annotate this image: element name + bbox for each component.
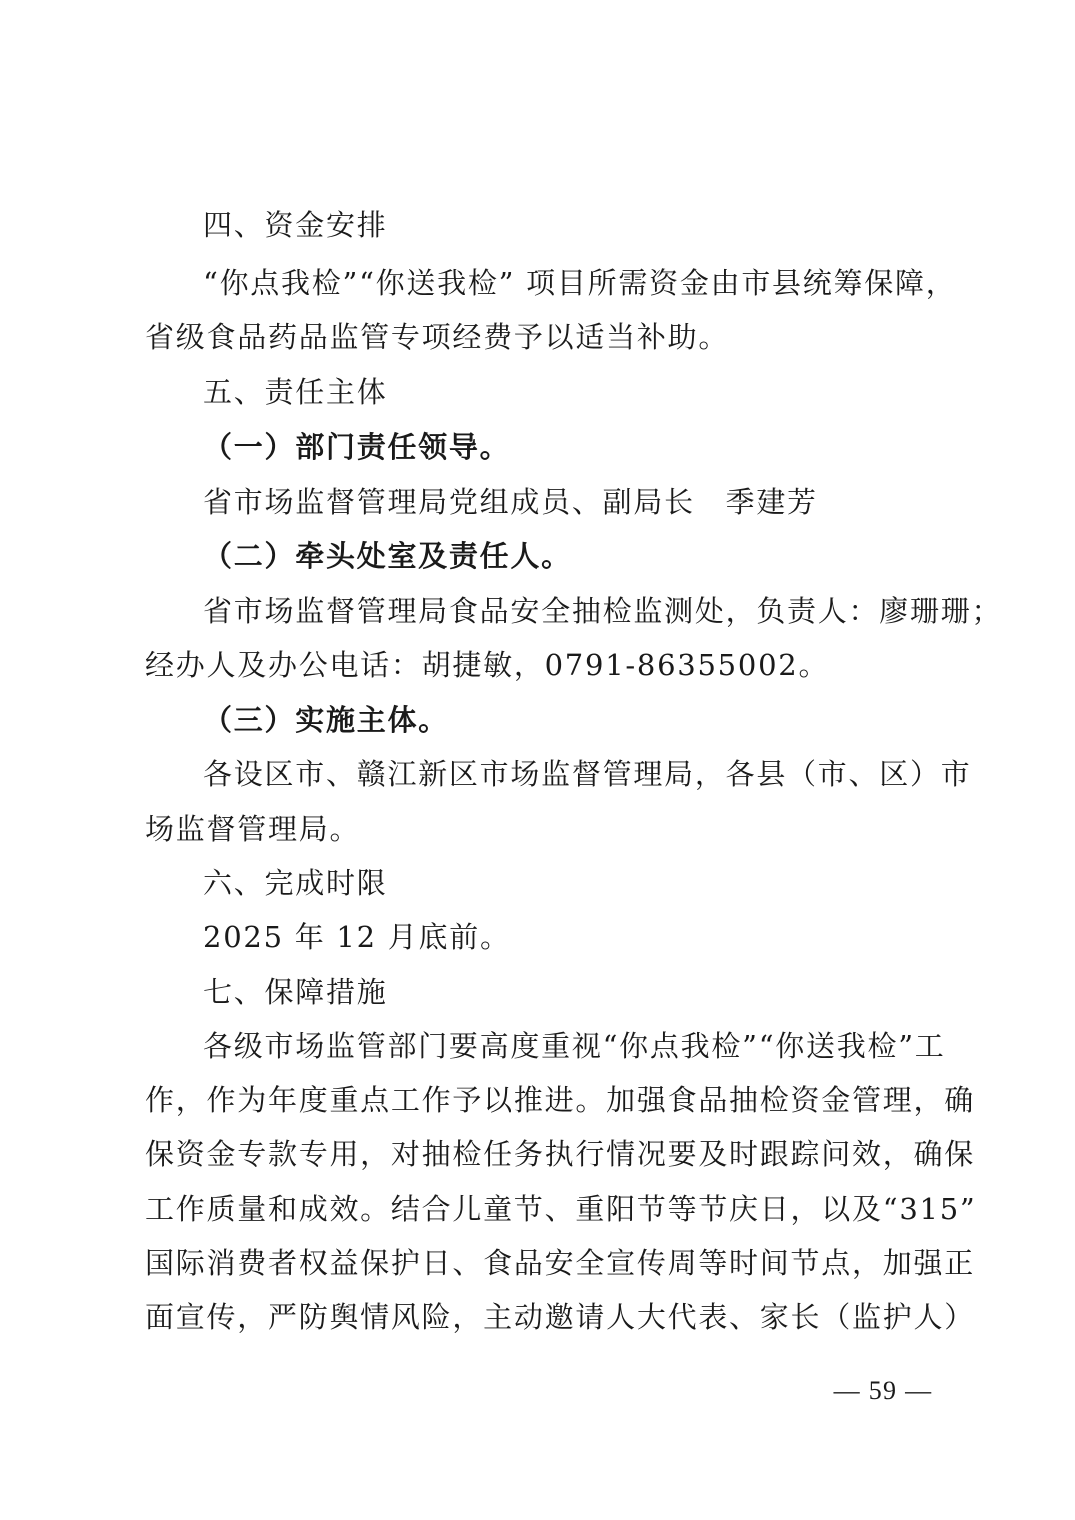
safeguards-text-line-4: 工作质量和成效。结合儿童节、重阳节等节庆日，以及“315” xyxy=(145,1192,977,1226)
safeguards-text-line-6: 面宣传，严防舆情风险，主动邀请人大代表、家长（监护人） xyxy=(145,1300,975,1334)
subheading-department-leader: （一）部门责任领导。 xyxy=(203,430,511,464)
page-number: — 59 — xyxy=(833,1376,933,1405)
deadline-text: 2025 年 12 月底前。 xyxy=(203,920,511,954)
funding-text-line-2: 省级食品药品监管专项经费予以适当补助。 xyxy=(145,320,730,354)
department-leader-text: 省市场监督管理局党组成员、副局长 季建芳 xyxy=(203,485,818,519)
implementing-body-text-line-1: 各设区市、赣江新区市场监督管理局，各县（市、区）市 xyxy=(203,757,972,791)
lead-office-text-line-2: 经办人及办公电话：胡捷敏，0791-86355002。 xyxy=(145,648,830,682)
safeguards-text-line-5: 国际消费者权益保护日、食品安全宣传周等时间节点，加强正 xyxy=(145,1246,975,1280)
safeguards-text-line-2: 作，作为年度重点工作予以推进。加强食品抽检资金管理，确 xyxy=(145,1083,975,1117)
safeguards-text-line-3: 保资金专款专用，对抽检任务执行情况要及时跟踪问效，确保 xyxy=(145,1137,975,1171)
section-heading-funding: 四、资金安排 xyxy=(203,208,388,242)
section-heading-safeguards: 七、保障措施 xyxy=(203,975,388,1009)
section-heading-deadline: 六、完成时限 xyxy=(203,866,388,900)
subheading-lead-office: （二）牵头处室及责任人。 xyxy=(203,539,572,573)
section-heading-responsibility: 五、责任主体 xyxy=(203,375,388,409)
implementing-body-text-line-2: 场监督管理局。 xyxy=(145,812,361,846)
safeguards-text-line-1: 各级市场监管部门要高度重视“你点我检”“你送我检”工 xyxy=(203,1029,946,1063)
lead-office-text-line-1: 省市场监督管理局食品安全抽检监测处，负责人：廖珊珊； xyxy=(203,594,1003,628)
funding-text-line-1: “你点我检”“你送我检” 项目所需资金由市县统筹保障， xyxy=(203,266,957,300)
subheading-implementing-body: （三）实施主体。 xyxy=(203,703,449,737)
